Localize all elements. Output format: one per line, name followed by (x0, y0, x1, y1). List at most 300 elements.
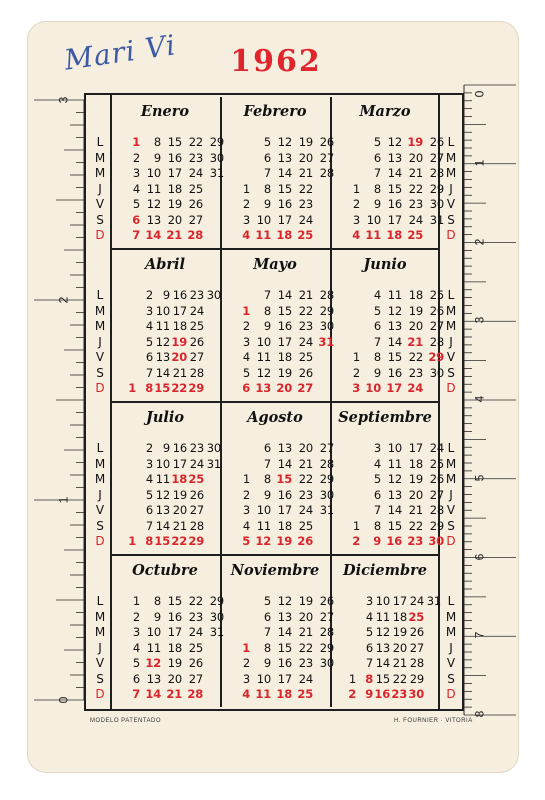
day-number: 11 (387, 456, 402, 471)
day-number: 15 (387, 518, 402, 533)
day-number: 10 (365, 381, 381, 395)
day-number: 15 (387, 181, 402, 196)
day-number: 3 (352, 381, 360, 395)
day-number: 9 (263, 487, 271, 502)
day-number: 14 (277, 456, 292, 471)
day-number: 16 (374, 687, 390, 701)
day-number: 20 (276, 381, 292, 395)
month-name: Septiembre (338, 409, 432, 426)
day-number: 9 (373, 534, 381, 548)
day-number: 18 (408, 456, 423, 471)
day-number: 9 (263, 656, 271, 670)
day-number: 22 (298, 181, 313, 196)
weekday-letter: V (446, 350, 456, 364)
day-number: 4 (145, 472, 153, 486)
day-number: 10 (256, 671, 271, 686)
right-ruler-label: 8 (472, 710, 487, 718)
day-number: 12 (145, 656, 161, 670)
day-number: 30 (209, 609, 224, 624)
day-number: 26 (429, 135, 444, 149)
month-agosto (222, 403, 334, 553)
month-name: Enero (140, 103, 190, 120)
day-number: 25 (407, 228, 423, 242)
day-number: 21 (392, 656, 407, 670)
weekday-letter: D (95, 228, 105, 242)
day-number: 28 (187, 228, 203, 242)
weekday-letter: J (449, 181, 453, 196)
day-number: 3 (242, 503, 250, 517)
month-name: Junio (363, 256, 407, 273)
year-title: 1962 (230, 44, 322, 79)
day-number: 14 (277, 625, 292, 639)
month-julio (112, 403, 221, 553)
day-number: 21 (407, 334, 423, 349)
day-number: 4 (242, 228, 250, 242)
day-number: 7 (373, 166, 381, 180)
day-number: 16 (167, 609, 182, 624)
day-number: 15 (375, 671, 390, 686)
day-number: 4 (145, 319, 153, 333)
day-number: 5 (373, 303, 381, 318)
day-number: 27 (319, 609, 334, 624)
weekday-letter: M (94, 166, 106, 180)
day-number: 10 (146, 166, 161, 180)
day-number: 16 (172, 441, 187, 455)
day-number: 13 (155, 350, 170, 364)
day-number: 26 (319, 594, 334, 608)
day-number: 22 (171, 381, 187, 395)
day-number: 26 (189, 334, 204, 349)
weekday-letter: L (447, 441, 455, 455)
month-septiembre (332, 403, 444, 553)
day-number: 28 (429, 166, 444, 180)
weekday-letter: J (449, 334, 453, 349)
day-number: 25 (429, 288, 444, 302)
day-number: 27 (429, 319, 444, 333)
day-number: 30 (429, 197, 444, 211)
day-number: 26 (319, 135, 334, 149)
day-number: 23 (408, 197, 423, 211)
day-number: 30 (408, 687, 424, 701)
day-number: 27 (429, 487, 444, 502)
day-number: 24 (407, 381, 423, 395)
right-ruler-label: 0 (472, 90, 487, 98)
day-number: 12 (387, 472, 402, 486)
day-number: 1 (242, 181, 250, 196)
day-number: 29 (209, 135, 224, 149)
month-mayo (222, 250, 334, 400)
day-number: 2 (132, 609, 140, 624)
day-number: 21 (298, 166, 313, 180)
day-number: 31 (206, 456, 221, 471)
day-number: 25 (298, 350, 313, 364)
day-number: 21 (298, 625, 313, 639)
right-ruler-label: 3 (472, 316, 487, 324)
weekday-letter: J (449, 640, 453, 655)
day-number: 30 (319, 319, 334, 333)
day-number: 2 (348, 687, 356, 701)
day-number: 13 (375, 640, 390, 655)
day-number: 6 (263, 441, 271, 455)
day-number: 1 (128, 534, 136, 548)
day-number: 28 (189, 518, 204, 533)
day-number: 13 (277, 609, 292, 624)
day-number: 20 (298, 609, 313, 624)
month-febrero (222, 97, 334, 247)
day-number: 14 (155, 365, 170, 380)
day-number: 11 (256, 518, 271, 533)
day-number: 2 (145, 441, 153, 455)
day-number: 17 (277, 503, 292, 517)
day-number: 25 (297, 228, 313, 242)
month-enero (112, 97, 224, 247)
day-number: 22 (392, 671, 407, 686)
day-number: 3 (132, 166, 140, 180)
day-number: 5 (263, 594, 271, 608)
day-number: 12 (255, 534, 271, 548)
day-number: 20 (392, 640, 407, 655)
day-number: 20 (298, 150, 313, 165)
day-number: 30 (428, 534, 444, 548)
day-number: 27 (429, 150, 444, 165)
day-number: 16 (387, 365, 402, 380)
day-number: 18 (408, 288, 423, 302)
day-number: 24 (409, 594, 424, 608)
day-number: 1 (128, 381, 136, 395)
day-number: 12 (277, 594, 292, 608)
day-number: 30 (209, 150, 224, 165)
day-number: 24 (408, 212, 423, 227)
day-number: 3 (242, 212, 250, 227)
day-number: 18 (172, 319, 187, 333)
day-number: 6 (263, 150, 271, 165)
day-number: 14 (145, 687, 161, 701)
day-number: 26 (429, 472, 444, 486)
day-number: 11 (387, 288, 402, 302)
day-number: 30 (429, 365, 444, 380)
day-number: 29 (188, 534, 204, 548)
day-number: 20 (172, 503, 187, 517)
weekday-letter: M (445, 303, 457, 318)
day-number: 10 (146, 625, 161, 639)
day-number: 7 (263, 456, 271, 471)
weekday-letter: V (446, 656, 456, 670)
day-number: 31 (209, 625, 224, 639)
day-number: 5 (242, 534, 250, 548)
day-number: 18 (386, 228, 402, 242)
month-name: Julio (145, 409, 185, 426)
day-number: 19 (172, 487, 187, 502)
right-ruler-label: 2 (472, 238, 487, 245)
day-number: 25 (188, 181, 203, 196)
day-number: 8 (153, 135, 161, 149)
day-number: 28 (319, 625, 334, 639)
weekday-letter: V (446, 503, 456, 517)
day-number: 18 (277, 350, 292, 364)
day-number: 17 (277, 334, 292, 349)
day-number: 29 (188, 381, 204, 395)
day-number: 10 (256, 212, 271, 227)
day-number: 23 (298, 656, 313, 670)
day-number: 6 (145, 350, 153, 364)
day-number: 7 (263, 288, 271, 302)
day-number: 9 (365, 687, 373, 701)
day-number: 21 (166, 687, 182, 701)
day-number: 8 (145, 534, 153, 548)
day-number: 16 (387, 197, 402, 211)
day-number: 12 (155, 487, 170, 502)
day-number: 28 (319, 288, 334, 302)
right-ruler-label: 4 (472, 395, 487, 403)
weekday-letter: J (98, 640, 102, 655)
day-number: 9 (263, 319, 271, 333)
month-noviembre (222, 556, 334, 706)
day-number: 1 (242, 303, 250, 318)
day-number: 14 (155, 518, 170, 533)
day-number: 15 (276, 472, 292, 486)
day-number: 17 (408, 441, 423, 455)
day-number: 30 (319, 487, 334, 502)
day-number: 10 (256, 503, 271, 517)
month-diciembre (332, 556, 441, 706)
month-name: Marzo (359, 103, 411, 120)
day-number: 14 (375, 656, 390, 670)
day-number: 6 (365, 640, 373, 655)
day-number: 29 (429, 181, 444, 196)
day-number: 22 (408, 181, 423, 196)
day-number: 2 (145, 288, 153, 302)
day-number: 13 (146, 212, 161, 227)
day-number: 20 (171, 350, 187, 364)
day-number: 23 (189, 441, 204, 455)
day-number: 5 (145, 487, 153, 502)
day-number: 3 (145, 456, 153, 471)
handwritten-signature: Mari Vi (62, 28, 179, 77)
day-number: 30 (319, 656, 334, 670)
day-number: 4 (242, 518, 250, 533)
day-number: 7 (373, 503, 381, 517)
day-number: 2 (242, 197, 250, 211)
day-number: 1 (242, 472, 250, 486)
day-number: 13 (146, 671, 161, 686)
weekday-letter: J (449, 487, 453, 502)
day-number: 8 (145, 381, 153, 395)
day-number: 17 (277, 212, 292, 227)
day-number: 31 (429, 212, 444, 227)
day-number: 26 (189, 487, 204, 502)
day-number: 21 (408, 166, 423, 180)
day-number: 14 (145, 228, 161, 242)
day-number: 14 (277, 288, 292, 302)
month-name: Febrero (243, 103, 307, 120)
day-number: 22 (298, 472, 313, 486)
day-number: 21 (172, 365, 187, 380)
day-number: 30 (206, 288, 221, 302)
day-number: 13 (387, 150, 402, 165)
day-number: 3 (352, 212, 360, 227)
weekday-letter: S (447, 212, 455, 227)
day-number: 19 (408, 472, 423, 486)
weekday-letter: S (96, 671, 104, 686)
day-number: 20 (167, 671, 182, 686)
day-number: 5 (263, 135, 271, 149)
day-number: 3 (242, 334, 250, 349)
day-number: 8 (373, 350, 381, 364)
day-number: 15 (277, 181, 292, 196)
day-number: 5 (242, 365, 250, 380)
footer-left: MODELO PATENTADO (90, 718, 162, 724)
day-number: 9 (373, 365, 381, 380)
day-number: 16 (167, 150, 182, 165)
day-number: 11 (255, 687, 271, 701)
day-number: 29 (319, 640, 334, 655)
right-ruler-label: 6 (472, 553, 487, 560)
day-number: 17 (167, 166, 182, 180)
weekday-letter: S (96, 365, 104, 380)
day-number: 25 (188, 640, 203, 655)
day-number: 5 (132, 197, 140, 211)
day-number: 24 (298, 212, 313, 227)
day-number: 14 (277, 166, 292, 180)
day-number: 11 (146, 640, 161, 655)
day-number: 4 (132, 181, 140, 196)
day-number: 7 (365, 656, 373, 670)
day-number: 18 (276, 228, 292, 242)
month-octubre (112, 556, 224, 706)
day-number: 7 (263, 166, 271, 180)
day-number: 25 (189, 319, 204, 333)
right-ruler-label: 5 (472, 474, 487, 482)
weekday-letter: D (446, 228, 456, 242)
day-number: 8 (153, 594, 161, 608)
day-number: 27 (189, 503, 204, 517)
day-number: 12 (146, 197, 161, 211)
day-number: 19 (171, 334, 187, 349)
weekday-letter: S (96, 212, 104, 227)
day-number: 15 (387, 350, 402, 364)
weekday-letter: D (446, 687, 456, 701)
day-number: 13 (277, 150, 292, 165)
day-number: 1 (242, 640, 250, 655)
day-number: 17 (387, 212, 402, 227)
day-number: 19 (277, 365, 292, 380)
day-number: 24 (298, 671, 313, 686)
day-number: 15 (154, 534, 170, 548)
day-number: 13 (387, 319, 402, 333)
day-number: 29 (209, 594, 224, 608)
day-number: 1 (352, 518, 360, 533)
weekday-letter: V (95, 197, 105, 211)
day-number: 10 (155, 456, 170, 471)
day-number: 17 (172, 303, 187, 318)
day-number: 16 (386, 534, 402, 548)
day-number: 19 (167, 197, 182, 211)
day-number: 24 (188, 166, 203, 180)
month-name: Mayo (253, 256, 297, 273)
day-number: 15 (277, 640, 292, 655)
day-number: 15 (167, 594, 182, 608)
day-number: 10 (387, 441, 402, 455)
day-number: 27 (319, 441, 334, 455)
day-number: 6 (373, 319, 381, 333)
weekday-letter: M (94, 150, 106, 165)
day-number: 26 (188, 197, 203, 211)
day-number: 26 (429, 303, 444, 318)
day-number: 28 (429, 334, 444, 349)
day-number: 25 (188, 472, 204, 486)
day-number: 6 (373, 487, 381, 502)
weekday-letter: M (445, 150, 457, 165)
weekday-letter: L (96, 441, 104, 455)
day-number: 18 (167, 181, 182, 196)
day-number: 27 (188, 671, 203, 686)
day-number: 29 (429, 518, 444, 533)
day-number: 12 (387, 135, 402, 149)
day-number: 25 (297, 687, 313, 701)
footer-right: H. FOURNIER · VITORIA (394, 718, 473, 724)
day-number: 23 (188, 609, 203, 624)
day-number: 2 (352, 534, 360, 548)
day-number: 20 (408, 150, 423, 165)
day-number: 10 (256, 334, 271, 349)
weekday-letter: D (95, 534, 105, 548)
weekday-letter: D (446, 534, 456, 548)
day-number: 17 (172, 456, 187, 471)
day-number: 17 (167, 625, 182, 639)
day-number: 23 (391, 687, 407, 701)
day-number: 8 (373, 181, 381, 196)
day-number: 3 (145, 303, 153, 318)
day-number: 29 (319, 303, 334, 318)
day-number: 23 (189, 288, 204, 302)
day-number: 20 (298, 441, 313, 455)
day-number: 24 (189, 303, 204, 318)
day-number: 10 (366, 212, 381, 227)
day-number: 26 (298, 365, 313, 380)
day-number: 7 (132, 687, 140, 701)
day-number: 21 (298, 456, 313, 471)
right-ruler-label: 1 (472, 159, 487, 167)
day-number: 22 (188, 594, 203, 608)
day-number: 4 (373, 456, 381, 471)
weekday-letter: M (445, 609, 457, 624)
day-number: 1 (132, 135, 140, 149)
day-number: 2 (242, 487, 250, 502)
weekday-letter: S (447, 365, 455, 380)
day-number: 11 (375, 609, 390, 624)
day-number: 31 (319, 503, 334, 517)
day-number: 12 (155, 334, 170, 349)
day-number: 4 (373, 288, 381, 302)
weekday-letter: D (95, 687, 105, 701)
day-number: 2 (352, 197, 360, 211)
day-number: 23 (298, 319, 313, 333)
day-number: 19 (408, 303, 423, 318)
day-number: 12 (387, 303, 402, 318)
day-number: 3 (242, 671, 250, 686)
day-number: 8 (263, 303, 271, 318)
month-name: Octubre (132, 562, 198, 579)
day-number: 27 (409, 640, 424, 655)
day-number: 8 (365, 671, 373, 686)
day-number: 24 (189, 456, 204, 471)
day-number: 11 (155, 472, 170, 486)
day-number: 22 (171, 534, 187, 548)
weekday-letter: V (95, 503, 105, 517)
day-number: 9 (373, 197, 381, 211)
day-number: 12 (277, 135, 292, 149)
day-number: 23 (298, 197, 313, 211)
